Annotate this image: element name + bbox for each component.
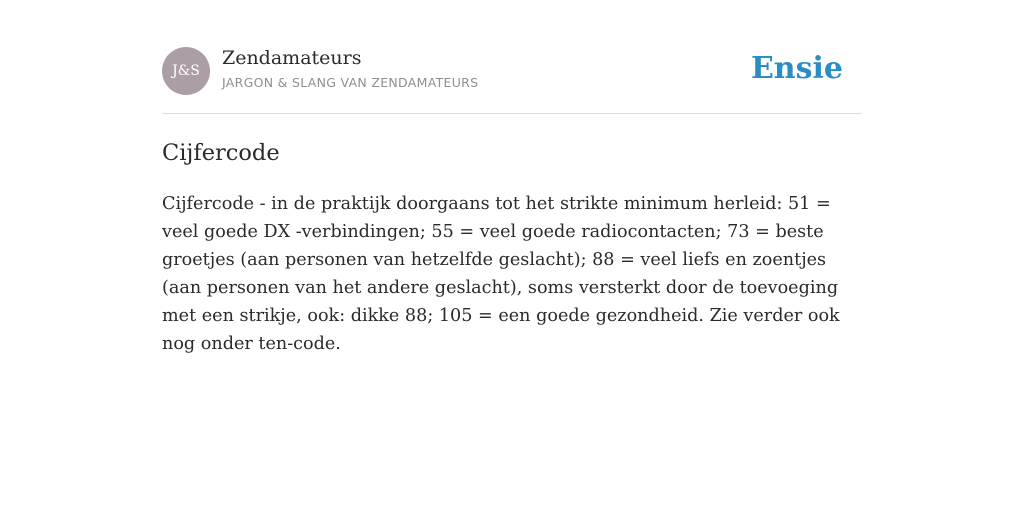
entry-title: Cijfercode: [162, 140, 280, 166]
site-subtitle: JARGON & SLANG VAN ZENDAMATEURS: [222, 75, 479, 90]
site-title[interactable]: Zendamateurs: [222, 47, 362, 69]
entry-definition: Cijfercode - in de praktijk doorgaans tot het strikte minimum herleid: 51 = veel goede DX -verbindingen; 55 = veel goede radiocontacten; 73 = beste groetjes (aan personen van hetzelfde geslacht); 88 = veel liefs en zoentjes (aan personen van het andere geslacht), soms versterkt door de toevoeging met een strikje, ook: dikke 88; 105 = een goede gezondheid. Zie verder ook nog onder ten-code.: [162, 194, 840, 354]
avatar[interactable]: J&S: [162, 47, 210, 95]
brand-logo[interactable]: Ensie: [750, 51, 843, 86]
site-header: [162, 0, 862, 114]
page-container: [162, 0, 862, 354]
